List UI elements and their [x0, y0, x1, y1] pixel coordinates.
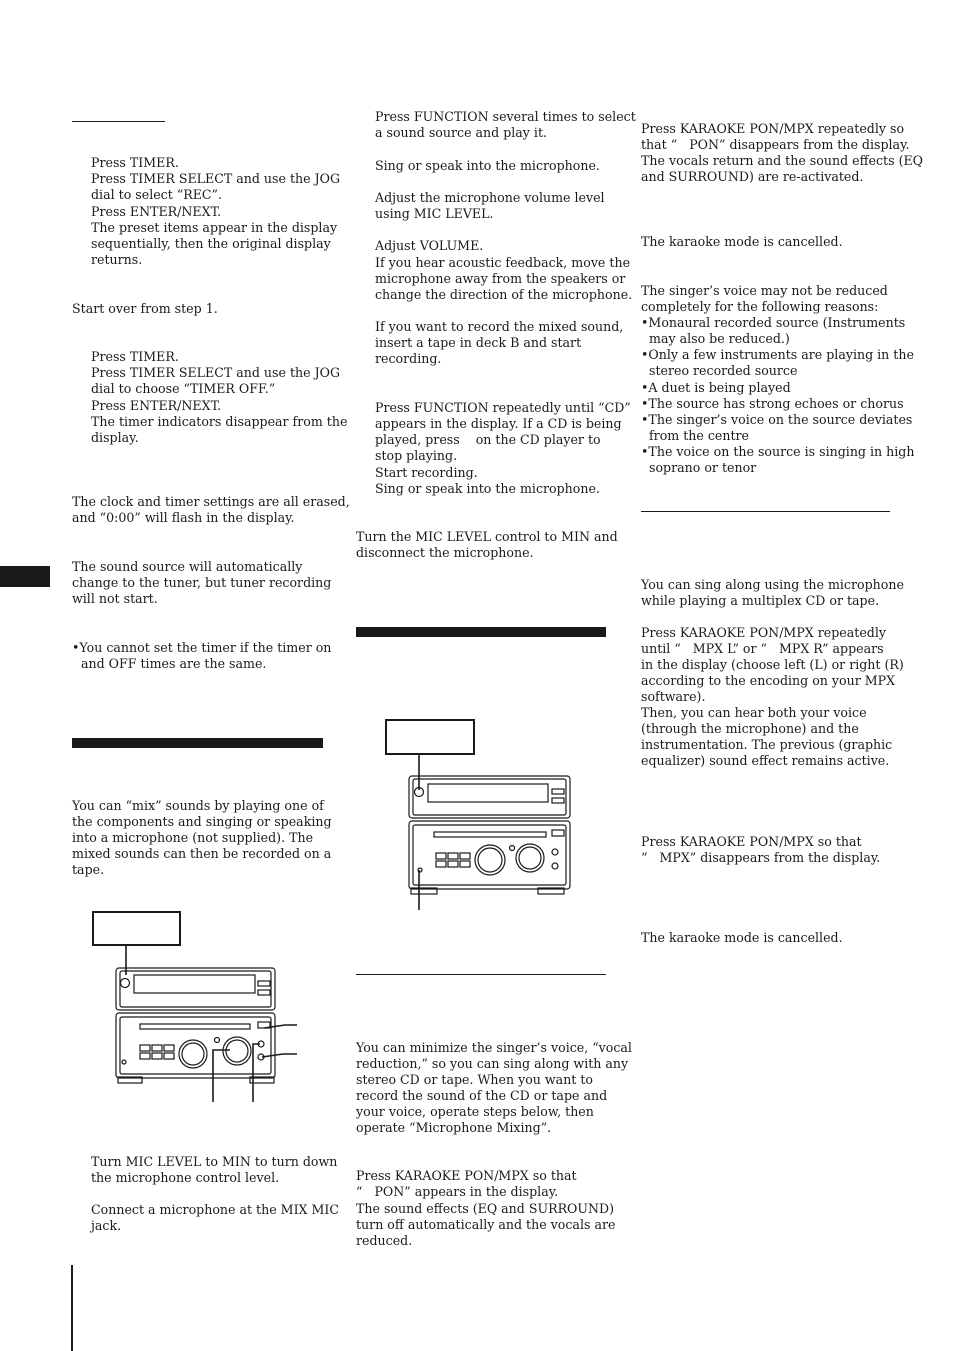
- text-line: “ PON” appears in the display.: [356, 1184, 559, 1199]
- text-line: jack.: [91, 1218, 122, 1233]
- text-line: record the sound of the CD or tape and: [356, 1088, 608, 1103]
- list-item: •The source has strong echoes or chorus: [641, 396, 904, 411]
- start-over-text: Start over from step 1.: [72, 301, 218, 316]
- text-line: Press KARAOKE PON/MPX repeatedly: [641, 625, 886, 640]
- text-line: completely for the following reasons:: [641, 299, 879, 314]
- text-line: a sound source and play it.: [375, 125, 548, 140]
- text-line: and OFF times are the same.: [81, 656, 267, 671]
- text-line: returns.: [91, 252, 143, 267]
- text-line: Adjust VOLUME.: [375, 238, 484, 253]
- text-line: that “ PON” disappears from the display.: [641, 137, 910, 152]
- text-line: insert a tape in deck B and start: [375, 335, 582, 350]
- text-line: change the direction of the microphone.: [375, 287, 633, 302]
- section-rule-vocal: [356, 974, 606, 975]
- text-line: reduction,” so you can sing along with any: [356, 1056, 629, 1071]
- text-line: Press ENTER/NEXT.: [91, 204, 222, 219]
- text-line: until “ MPX L” or “ MPX R” appears: [641, 641, 884, 656]
- list-item: •Only a few instruments are playing in the: [641, 347, 914, 362]
- text-line: turn off automatically and the vocals are: [356, 1217, 616, 1232]
- text-line: Press TIMER SELECT and use the JOG: [91, 171, 341, 186]
- text-line: Connect a microphone at the MIX MIC: [91, 1202, 340, 1217]
- list-item: •The singer’s voice on the source deviates: [641, 412, 913, 427]
- text-line: “ MPX” disappears from the display.: [641, 850, 881, 865]
- list-item: may also be reduced.): [641, 331, 790, 346]
- karaoke-cancelled-text-1: The karaoke mode is cancelled.: [641, 234, 843, 249]
- text-line: (through the microphone) and the: [641, 721, 859, 736]
- text-line: Press TIMER.: [91, 155, 179, 170]
- text-line: software).: [641, 689, 706, 704]
- list-item: stereo recorded source: [641, 363, 798, 378]
- text-line: Sing or speak into the microphone.: [375, 158, 600, 173]
- text-line: If you hear acoustic feedback, move the: [375, 255, 631, 270]
- text-line: The clock and timer settings are all erased,: [72, 494, 350, 509]
- text-line: You can sing along using the microphone: [641, 577, 904, 592]
- text-line: stereo CD or tape. When you want to: [356, 1072, 594, 1087]
- text-line: Adjust the microphone volume level: [375, 190, 605, 205]
- text-line: If you want to record the mixed sound,: [375, 319, 624, 334]
- text-line: while playing a multiplex CD or tape.: [641, 593, 880, 608]
- text-line: microphone away from the speakers or: [375, 271, 626, 286]
- text-line: and SURROUND) are re-activated.: [641, 169, 864, 184]
- text-line: Press KARAOKE PON/MPX so that: [641, 834, 862, 849]
- text-line: will not start.: [72, 591, 158, 606]
- text-line: according to the encoding on your MPX: [641, 673, 896, 688]
- text-line: mixed sounds can then be recorded on a: [72, 846, 332, 861]
- list-item: •The voice on the source is singing in high: [641, 444, 915, 459]
- text-line: dial to choose “TIMER OFF.”: [91, 381, 276, 396]
- text-line: change to the tuner, but tuner recording: [72, 575, 332, 590]
- text-line: instrumentation. The previous (graphic: [641, 737, 893, 752]
- text-line: appears in the display. If a CD is being: [375, 416, 622, 431]
- text-line: The sound source will automatically: [72, 559, 303, 574]
- text-line: in the display (choose left (L) or right (R): [641, 657, 904, 672]
- text-line: Press FUNCTION repeatedly until “CD”: [375, 400, 631, 415]
- text-line: You can minimize the singer’s voice, “vocal: [356, 1040, 632, 1055]
- section-rule-mpx: [641, 511, 890, 512]
- text-line: Press TIMER SELECT and use the JOG: [91, 365, 341, 380]
- text-line: stop playing.: [375, 448, 458, 463]
- text-line: Press TIMER.: [91, 349, 179, 364]
- text-line: equalizer) sound effect remains active.: [641, 753, 890, 768]
- text-line: and “0:00” will flash in the display.: [72, 510, 295, 525]
- list-item: •Monaural recorded source (Instruments: [641, 315, 906, 330]
- text-line: your voice, operate steps below, then: [356, 1104, 594, 1119]
- text-line: disconnect the microphone.: [356, 545, 534, 560]
- karaoke-cancelled-text-2: The karaoke mode is cancelled.: [641, 930, 843, 945]
- text-line: Press FUNCTION several times to select: [375, 109, 636, 124]
- text-line: The preset items appear in the display: [91, 220, 338, 235]
- text-line: tape.: [72, 862, 105, 877]
- text-line: display.: [91, 430, 139, 445]
- text-line: Press KARAOKE PON/MPX repeatedly so: [641, 121, 905, 136]
- text-line: Turn the MIC LEVEL control to MIN and: [356, 529, 618, 544]
- text-line: using MIC LEVEL.: [375, 206, 494, 221]
- text-line: Sing or speak into the microphone.: [375, 481, 600, 496]
- text-line: The singer’s voice may not be reduced: [641, 283, 888, 298]
- text-line: the microphone control level.: [91, 1170, 280, 1185]
- text-line: recording.: [375, 351, 442, 366]
- list-item: soprano or tenor: [641, 460, 757, 475]
- text-line: The sound effects (EQ and SURROUND): [356, 1201, 615, 1216]
- text-line: reduced.: [356, 1233, 413, 1248]
- text-line: Turn MIC LEVEL to MIN to turn down: [91, 1154, 338, 1169]
- text-line: Press ENTER/NEXT.: [91, 398, 222, 413]
- text-line: operate “Microphone Mixing”.: [356, 1120, 552, 1135]
- text-line: You can “mix” sounds by playing one of: [72, 798, 324, 813]
- text-line: into a microphone (not supplied). The: [72, 830, 314, 845]
- text-line: the components and singing or speaking: [72, 814, 332, 829]
- text-line: The vocals return and the sound effects (EQ: [641, 153, 924, 168]
- text-line: Start recording.: [375, 465, 478, 480]
- text-line: Press KARAOKE PON/MPX so that: [356, 1168, 577, 1183]
- text-line: sequentially, then the original display: [91, 236, 331, 251]
- text-line: •You cannot set the timer if the timer on: [72, 640, 332, 655]
- list-item: •A duet is being played: [641, 380, 791, 395]
- text-line: Then, you can hear both your voice: [641, 705, 867, 720]
- text-line: dial to select “REC”.: [91, 187, 222, 202]
- list-item: from the centre: [641, 428, 749, 443]
- text-line: The timer indicators disappear from the: [91, 414, 348, 429]
- text-line: played, press on the CD player to: [375, 432, 601, 447]
